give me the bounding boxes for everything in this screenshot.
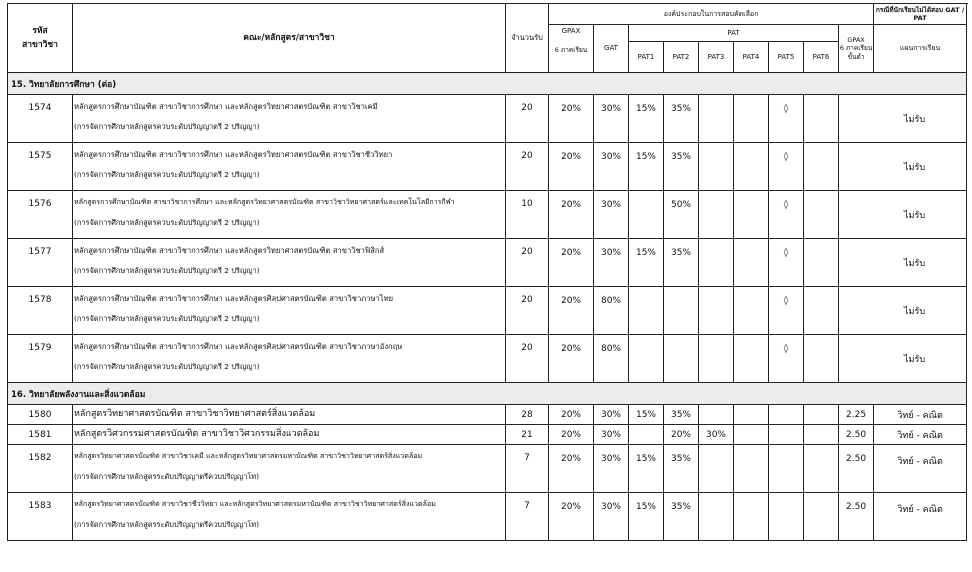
row-pat1: 15% [629, 95, 664, 143]
row-pat1: 15% [629, 445, 664, 493]
row-program [73, 445, 506, 493]
row-gpax: 20% [549, 287, 594, 335]
row-gat: 30% [594, 445, 629, 493]
row-program [73, 95, 506, 143]
row-gat: 30% [594, 425, 629, 445]
row-pat4 [734, 445, 769, 493]
header-code-line1: รหัส [32, 25, 48, 36]
row-pat6 [804, 239, 839, 287]
row-pat1 [629, 287, 664, 335]
row-pat6 [804, 425, 839, 445]
row-gpax-min: 2.50 [839, 425, 874, 445]
row-gpax-min: 2.50 [839, 493, 874, 541]
row-pat6 [804, 143, 839, 191]
row-pat3 [699, 493, 734, 541]
row-program-note: (การจัดการศึกษาหลักสูตรควบระดับปริญญาตรี 2 ปริญญา) [74, 362, 260, 372]
row-gpax: 20% [549, 445, 594, 493]
row-pat3: 30% [699, 425, 734, 445]
row-pat5: ◊ [769, 191, 804, 239]
row-pat2: 50% [664, 191, 699, 239]
section-title: 16. วิทยาลัยพลังงานและสิ่งแวดล้อม [8, 383, 967, 405]
header-criteria: องค์ประกอบในการสอบคัดเลือก [549, 4, 874, 25]
row-pat4 [734, 143, 769, 191]
header-study-plan: แผนการเรียน [874, 25, 967, 73]
row-pat3 [699, 95, 734, 143]
row-gpax: 20% [549, 425, 594, 445]
header-gpax-min [839, 25, 874, 73]
header-pat5: PAT5 [769, 42, 804, 73]
row-pat5: ◊ [769, 143, 804, 191]
row-pat5: ◊ [769, 287, 804, 335]
row-pat4 [734, 239, 769, 287]
row-pat5 [769, 425, 804, 445]
row-code: 1581 [8, 425, 73, 445]
table-row [8, 95, 967, 143]
row-plan: ไม่รับ [839, 239, 967, 287]
row-gpax: 20% [549, 95, 594, 143]
row-gat: 30% [594, 405, 629, 425]
row-pat1: 15% [629, 405, 664, 425]
row-program [73, 425, 506, 445]
header-gpax-label: GPAX [561, 27, 581, 35]
header-gpax-min-2: 6 ภาคเรียน [839, 44, 873, 53]
table-row [8, 493, 967, 541]
section-title: 15. วิทยาลัยการศึกษา (ต่อ) [8, 73, 967, 95]
row-gpax: 20% [549, 335, 594, 383]
row-program [73, 191, 506, 239]
table-row [8, 143, 967, 191]
table-row [8, 405, 967, 425]
header-no-gat-pat: กรณีที่นักเรียนไม่ได้สอบ GAT / PAT [874, 4, 967, 25]
row-code: 1578 [8, 287, 73, 335]
row-program-note: (การจัดการศึกษาหลักสูตรควบระดับปริญญาตรี 2 ปริญญา) [74, 266, 260, 276]
header-code [8, 4, 73, 73]
row-plan: วิทย์ - คณิต [874, 445, 967, 493]
row-program [73, 287, 506, 335]
row-pat3 [699, 405, 734, 425]
row-pat6 [804, 335, 839, 383]
row-pat6 [804, 95, 839, 143]
table-row [8, 335, 967, 383]
row-pat2: 35% [664, 143, 699, 191]
row-plan: ไม่รับ [839, 191, 967, 239]
row-plan: วิทย์ - คณิต [874, 405, 967, 425]
admission-table [7, 3, 967, 541]
row-pat3 [699, 191, 734, 239]
row-seats: 20 [506, 335, 549, 383]
row-gat: 80% [594, 287, 629, 335]
row-gat: 30% [594, 239, 629, 287]
row-program-note: (การจัดการศึกษาหลักสูตรระดับปริญญาตรีควบปริญญาโท) [74, 519, 260, 529]
header-pat2: PAT2 [664, 42, 699, 73]
header-code-line2: สาขาวิชา [22, 40, 58, 50]
header-gpax [549, 25, 594, 73]
row-seats: 21 [506, 425, 549, 445]
row-program-note: (การจัดการศึกษาหลักสูตรควบระดับปริญญาตรี 2 ปริญญา) [74, 314, 260, 324]
row-program [73, 335, 506, 383]
row-program [73, 239, 506, 287]
row-program-note: (การจัดการศึกษาหลักสูตรระดับปริญญาตรีควบปริญญาโท) [74, 471, 260, 481]
row-plan: วิทย์ - คณิต [874, 493, 967, 541]
row-pat2: 35% [664, 493, 699, 541]
row-pat6 [804, 493, 839, 541]
row-gpax: 20% [549, 239, 594, 287]
row-code: 1576 [8, 191, 73, 239]
row-program-note: (การจัดการศึกษาหลักสูตรควบระดับปริญญาตรี 2 ปริญญา) [74, 122, 260, 132]
header-pat6: PAT6 [804, 42, 839, 73]
row-pat4 [734, 191, 769, 239]
row-code: 1574 [8, 95, 73, 143]
row-code: 1583 [8, 493, 73, 541]
row-plan: วิทย์ - คณิต [874, 425, 967, 445]
row-pat6 [804, 191, 839, 239]
row-pat4 [734, 95, 769, 143]
row-seats: 20 [506, 287, 549, 335]
row-pat2: 35% [664, 95, 699, 143]
row-pat5 [769, 493, 804, 541]
row-gpax: 20% [549, 143, 594, 191]
row-gpax: 20% [549, 191, 594, 239]
row-pat6 [804, 287, 839, 335]
row-pat5: ◊ [769, 335, 804, 383]
header-program: คณะ/หลักสูตร/สาขาวิชา [73, 4, 506, 73]
row-pat5: ◊ [769, 239, 804, 287]
table-row [8, 287, 967, 335]
section-row [8, 383, 967, 405]
row-code: 1579 [8, 335, 73, 383]
row-pat4 [734, 493, 769, 541]
header-seats: จำนวนรับ [506, 4, 549, 73]
row-pat3 [699, 287, 734, 335]
row-gat: 30% [594, 191, 629, 239]
row-program-name: หลักสูตรการศึกษาบัณฑิต สาขาวิชาการศึกษา และหลักสูตรวิทยาศาสตรบัณฑิต สาขาวิชาวิทยาศาสตร์และเทคโนโลยีการกีฬา [74, 197, 455, 206]
row-gat: 30% [594, 493, 629, 541]
row-program-name: หลักสูตรการศึกษาบัณฑิต สาขาวิชาการศึกษา และหลักสูตรศิลปศาสตรบัณฑิต สาขาวิชาภาษาไทย [74, 294, 394, 303]
row-pat1 [629, 191, 664, 239]
row-plan: ไม่รับ [839, 287, 967, 335]
row-code: 1577 [8, 239, 73, 287]
header-pat1: PAT1 [629, 42, 664, 73]
row-pat1: 15% [629, 493, 664, 541]
table-row [8, 425, 967, 445]
row-gat: 30% [594, 95, 629, 143]
row-pat6 [804, 405, 839, 425]
row-plan: ไม่รับ [839, 143, 967, 191]
header-pat: PAT [629, 25, 839, 42]
row-gpax: 20% [549, 493, 594, 541]
row-pat1: 15% [629, 239, 664, 287]
row-pat1 [629, 335, 664, 383]
row-pat4 [734, 425, 769, 445]
row-pat6 [804, 445, 839, 493]
table-row [8, 239, 967, 287]
row-pat5: ◊ [769, 95, 804, 143]
row-program-name: หลักสูตรการศึกษาบัณฑิต สาขาวิชาการศึกษา และหลักสูตรวิทยาศาสตรบัณฑิต สาขาวิชาชีววิทยา [74, 150, 393, 159]
row-pat2: 35% [664, 405, 699, 425]
row-pat2: 35% [664, 445, 699, 493]
row-pat1 [629, 425, 664, 445]
table-body [8, 73, 967, 541]
row-gpax-min: 2.25 [839, 405, 874, 425]
row-seats: 20 [506, 95, 549, 143]
row-code: 1582 [8, 445, 73, 493]
row-program-note: (การจัดการศึกษาหลักสูตรควบระดับปริญญาตรี 2 ปริญญา) [74, 170, 260, 180]
row-program-name: หลักสูตรวิทยาศาสตรบัณฑิต สาขาวิชาวิทยาศาสตร์สิ่งแวดล้อม [74, 409, 316, 420]
header-gpax-sub: 6 ภาคเรียน [554, 45, 588, 54]
row-program-name: หลักสูตรการศึกษาบัณฑิต สาขาวิชาการศึกษา และหลักสูตรวิทยาศาสตรบัณฑิต สาขาวิชาฟิสิกส์ [74, 246, 385, 255]
row-seats: 7 [506, 445, 549, 493]
row-program-name: หลักสูตรการศึกษาบัณฑิต สาขาวิชาการศึกษา และหลักสูตรวิทยาศาสตรบัณฑิต สาขาวิชาเคมี [74, 102, 378, 111]
row-program-name: หลักสูตรการศึกษาบัณฑิต สาขาวิชาการศึกษา และหลักสูตรศิลปศาสตรบัณฑิต สาขาวิชาภาษาอังกฤษ [74, 342, 403, 351]
row-seats: 20 [506, 143, 549, 191]
header-gpax-min-1: GPAX [847, 35, 865, 44]
section-row [8, 73, 967, 95]
row-program [73, 143, 506, 191]
row-code: 1575 [8, 143, 73, 191]
row-pat3 [699, 335, 734, 383]
row-gat: 80% [594, 335, 629, 383]
row-pat4 [734, 405, 769, 425]
row-pat2 [664, 335, 699, 383]
row-gat: 30% [594, 143, 629, 191]
row-program-name: หลักสูตรวิทยาศาสตรบัณฑิต สาขาวิชาชีววิทยา และหลักสูตรวิทยาศาสตรมหาบัณฑิต สาขาวิชาวิทยาศาสตร์สิ่งแวดล้อม [74, 499, 436, 508]
row-code: 1580 [8, 405, 73, 425]
row-seats: 28 [506, 405, 549, 425]
row-program-name: หลักสูตรวิทยาศาสตรบัณฑิต สาขาวิชาเคมี และหลักสูตรวิทยาศาสตรมหาบัณฑิต สาขาวิชาวิทยาศาสตร์สิ่งแวดล้อม [74, 451, 423, 460]
row-seats: 20 [506, 239, 549, 287]
row-pat5 [769, 405, 804, 425]
row-program-name: หลักสูตรวิศวกรรมศาสตรบัณฑิต สาขาวิชาวิศวกรรมสิ่งแวดล้อม [74, 429, 320, 440]
header-pat3: PAT3 [699, 42, 734, 73]
row-pat2: 35% [664, 239, 699, 287]
row-pat2 [664, 287, 699, 335]
row-program [73, 493, 506, 541]
row-plan: ไม่รับ [839, 95, 967, 143]
row-pat3 [699, 143, 734, 191]
row-seats: 10 [506, 191, 549, 239]
row-pat4 [734, 335, 769, 383]
header-gpax-min-3: ขั้นต่ำ [847, 52, 865, 61]
row-program [73, 405, 506, 425]
row-seats: 7 [506, 493, 549, 541]
row-pat1: 15% [629, 143, 664, 191]
row-pat4 [734, 287, 769, 335]
table-row [8, 445, 967, 493]
row-pat2: 20% [664, 425, 699, 445]
row-pat3 [699, 239, 734, 287]
row-pat3 [699, 445, 734, 493]
row-program-note: (การจัดการศึกษาหลักสูตรควบระดับปริญญาตรี 2 ปริญญา) [74, 217, 260, 227]
row-pat5 [769, 445, 804, 493]
header-gat: GAT [594, 25, 629, 73]
row-plan: ไม่รับ [839, 335, 967, 383]
table-row [8, 191, 967, 239]
header-pat4: PAT4 [734, 42, 769, 73]
row-gpax: 20% [549, 405, 594, 425]
row-gpax-min: 2.50 [839, 445, 874, 493]
table-header [8, 4, 967, 73]
